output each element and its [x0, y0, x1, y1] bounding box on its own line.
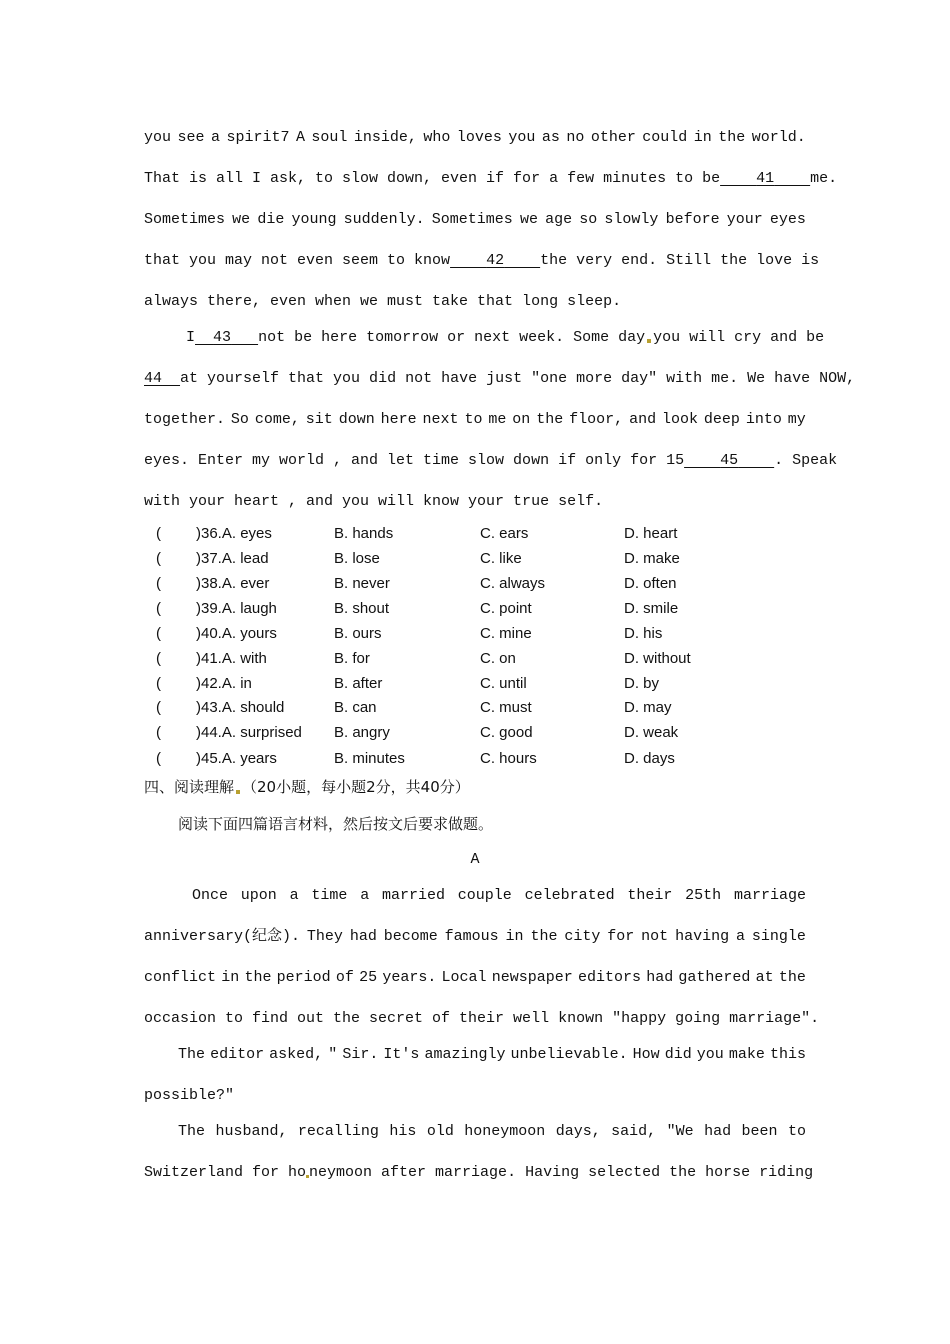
- word: inside,: [353, 129, 417, 146]
- word: of: [335, 969, 354, 986]
- passage-a-line-5: [178, 1045, 806, 1065]
- word: slowly: [604, 211, 659, 228]
- blank-number: 41: [756, 170, 775, 187]
- blank-number: 45: [720, 452, 739, 469]
- question-42: [196, 674, 252, 694]
- word: no: [566, 129, 585, 146]
- word: editors: [577, 969, 641, 986]
- option-c: C. ears: [480, 525, 529, 542]
- option-c: C. on: [480, 650, 516, 667]
- question-number: )36.: [196, 525, 222, 542]
- word: you: [696, 1046, 724, 1063]
- word: together.: [144, 411, 226, 428]
- answer-paren[interactable]: (: [156, 675, 161, 692]
- word: a: [210, 129, 220, 146]
- word: this: [769, 1046, 806, 1063]
- word: here: [380, 411, 417, 428]
- blank-number: 43: [213, 329, 232, 346]
- word: come,: [254, 411, 300, 428]
- blank-45: [684, 451, 774, 471]
- word: anniversary(纪念).: [144, 928, 301, 945]
- word: who: [423, 129, 451, 146]
- option-b: B. can: [334, 699, 377, 716]
- text-line: always there, even when we must take that long sleep.: [144, 293, 622, 310]
- word: said,: [611, 1123, 657, 1140]
- word: see: [177, 129, 205, 146]
- text-line: . Speak: [774, 452, 838, 469]
- option-d: D. heart: [624, 525, 678, 542]
- option-d: D. days: [624, 750, 675, 767]
- text-line: that you may not even seem to know: [144, 252, 451, 269]
- word: "We: [666, 1123, 694, 1140]
- word: could: [642, 129, 688, 146]
- cloze-line-8: [144, 410, 806, 430]
- question-number: )40.: [196, 625, 222, 642]
- text-line: not be here tomorrow or next week. Some day: [258, 329, 646, 346]
- text-line: possible?": [144, 1087, 235, 1104]
- word: before: [665, 211, 720, 228]
- text-line: you will cry and be: [653, 329, 825, 346]
- passage-a-line-2: [144, 927, 806, 947]
- option-a: A. ever: [221, 575, 270, 592]
- option-a: A. in: [221, 675, 252, 692]
- option-b: B. never: [334, 575, 390, 592]
- word: time: [311, 887, 348, 904]
- question-number: )45.: [196, 750, 222, 767]
- blank-number: 42: [486, 252, 505, 269]
- option-a: A. lead: [221, 550, 269, 567]
- option-d: D. make: [624, 550, 680, 567]
- word: eyes: [769, 211, 806, 228]
- option-a: A. yours: [221, 625, 277, 642]
- word: had: [704, 1123, 732, 1140]
- option-c: C. mine: [480, 625, 532, 642]
- word: next: [422, 411, 459, 428]
- word: as: [541, 129, 560, 146]
- option-c: C. point: [480, 600, 532, 617]
- question-38: [196, 574, 269, 594]
- blank-number: 44: [144, 370, 163, 387]
- text-line: the very end. Still the love is: [540, 252, 820, 269]
- option-d: D. without: [624, 650, 691, 667]
- option-b: B. lose: [334, 550, 380, 567]
- word: world.: [751, 129, 806, 146]
- word: other: [590, 129, 636, 146]
- answer-paren[interactable]: (: [156, 724, 161, 741]
- passage-a-line-3: [144, 968, 806, 988]
- word: your: [726, 211, 763, 228]
- question-number: )44.: [196, 724, 222, 741]
- word: single: [751, 928, 806, 945]
- passage-a-line-4: [144, 1009, 820, 1029]
- word: How: [632, 1046, 660, 1063]
- word: suddenly.: [343, 211, 425, 228]
- word: we: [519, 211, 538, 228]
- word: their: [627, 887, 673, 904]
- word: editor: [210, 1046, 265, 1063]
- word: years.: [382, 969, 437, 986]
- passage-a-line-7: [178, 1122, 806, 1142]
- question-44: [196, 723, 302, 743]
- word: the: [244, 969, 272, 986]
- word: asked,: [269, 1046, 324, 1063]
- option-b: B. angry: [334, 724, 390, 741]
- word: been: [741, 1123, 778, 1140]
- word: a: [735, 928, 745, 945]
- section-instruction: 阅读下面四篇语言材料，然后按文后要求做题。: [178, 815, 494, 833]
- option-b: B. minutes: [334, 750, 405, 767]
- word: a: [289, 887, 299, 904]
- passage-a-line-1: [192, 886, 806, 906]
- answer-paren[interactable]: (: [156, 750, 161, 767]
- word: in: [221, 969, 240, 986]
- text-line: neymoon after marriage. Having selected the horse riding: [309, 1164, 814, 1181]
- word: ": [328, 1046, 338, 1063]
- option-b: B. after: [334, 675, 383, 692]
- option-d: D. by: [624, 675, 660, 692]
- word: me: [488, 411, 507, 428]
- word: we: [232, 211, 251, 228]
- word: floor,: [569, 411, 624, 428]
- answer-paren[interactable]: (: [156, 699, 161, 716]
- option-d: D. weak: [624, 724, 679, 741]
- word: having: [675, 928, 730, 945]
- option-a: A. surprised: [221, 724, 302, 741]
- option-c: C. good: [480, 724, 533, 741]
- text-line: eyes. Enter my world , and let time slow down if only for 15: [144, 452, 685, 469]
- option-b: B. for: [334, 650, 370, 667]
- word: the: [530, 928, 558, 945]
- option-c: C. must: [480, 699, 532, 716]
- word: The: [178, 1046, 206, 1063]
- word: and: [629, 411, 657, 428]
- question-number: )43.: [196, 699, 222, 716]
- part-label: A: [470, 851, 480, 868]
- word: look: [661, 411, 698, 428]
- option-c: C. until: [480, 675, 527, 692]
- word: city: [564, 928, 601, 945]
- word: newspaper: [491, 969, 573, 986]
- section-heading: [144, 777, 806, 797]
- word: gathered: [678, 969, 751, 986]
- word: a: [360, 887, 370, 904]
- word: to: [787, 1123, 806, 1140]
- text-line: Switzerland for ho: [144, 1164, 307, 1181]
- answer-paren[interactable]: (: [156, 525, 161, 542]
- word: So: [230, 411, 249, 428]
- word: young: [291, 211, 337, 228]
- word: had: [646, 969, 674, 986]
- text-line: with your heart , and you will know your true self.: [144, 493, 604, 510]
- text-line: I: [186, 329, 196, 346]
- word: did: [664, 1046, 692, 1063]
- word: you: [144, 129, 172, 146]
- cloze-line-2: [144, 169, 838, 189]
- passage-a-line-8: [144, 1163, 814, 1183]
- question-45: [196, 749, 277, 769]
- word: die: [257, 211, 285, 228]
- section-note: （20小题，每小题2分，共40分）: [242, 778, 470, 796]
- cloze-line-4: [144, 251, 820, 271]
- word: recalling: [297, 1123, 379, 1140]
- option-a: A. with: [221, 650, 267, 667]
- blank-42: [450, 251, 540, 271]
- word: become: [383, 928, 438, 945]
- question-number: )39.: [196, 600, 222, 617]
- word: soul: [311, 129, 348, 146]
- question-number: )38.: [196, 575, 222, 592]
- word: in: [505, 928, 524, 945]
- word: 25: [359, 969, 378, 986]
- question-number: )37.: [196, 550, 222, 567]
- passage-a-line-6: [144, 1086, 806, 1106]
- question-37: [196, 549, 269, 569]
- word: Sometimes: [144, 211, 226, 228]
- word: deep: [703, 411, 740, 428]
- word: had: [349, 928, 377, 945]
- option-a: A. should: [221, 699, 285, 716]
- word: honeymoon: [464, 1123, 546, 1140]
- cloze-line-3: [144, 210, 806, 230]
- option-d: D. often: [624, 575, 677, 592]
- mark-dot: [236, 790, 240, 794]
- word: not: [641, 928, 669, 945]
- word: the: [536, 411, 564, 428]
- answer-paren[interactable]: (: [156, 625, 161, 642]
- word: famous: [444, 928, 499, 945]
- blank-44: [144, 369, 180, 389]
- word: age: [545, 211, 573, 228]
- word: unbelievable.: [510, 1046, 628, 1063]
- word: 25th: [685, 887, 722, 904]
- question-36: [196, 524, 272, 544]
- text-line: me.: [810, 170, 838, 187]
- word: marriage: [733, 887, 806, 904]
- cloze-line-10: [144, 492, 806, 512]
- question-number: )41.: [196, 650, 222, 667]
- word: down: [338, 411, 375, 428]
- cloze-line-1: [144, 128, 806, 148]
- word: upon: [240, 887, 277, 904]
- option-a: A. eyes: [221, 525, 272, 542]
- answer-paren[interactable]: (: [156, 575, 161, 592]
- option-b: B. hands: [334, 525, 394, 542]
- word: Once: [192, 887, 229, 904]
- option-a: A. laugh: [221, 600, 277, 617]
- word: married: [381, 887, 445, 904]
- question-40: [196, 624, 277, 644]
- option-d: D. may: [624, 699, 672, 716]
- question-39: [196, 599, 277, 619]
- word: The: [178, 1123, 206, 1140]
- word: loves: [456, 129, 502, 146]
- blank-43: [195, 328, 258, 348]
- word: couple: [457, 887, 512, 904]
- word: spirit7: [226, 129, 290, 146]
- option-c: C. like: [480, 550, 522, 567]
- option-d: D. his: [624, 625, 663, 642]
- word: It's: [383, 1046, 420, 1063]
- answer-paren[interactable]: (: [156, 650, 161, 667]
- text-line: That is all I ask, to slow down, even if for a few minutes to be: [144, 170, 721, 187]
- word: you: [508, 129, 536, 146]
- word: celebrated: [524, 887, 615, 904]
- question-43: [196, 698, 284, 718]
- word: into: [745, 411, 782, 428]
- word: Sometimes: [431, 211, 513, 228]
- word: for: [607, 928, 635, 945]
- option-a: A. years: [221, 750, 277, 767]
- word: A: [295, 129, 305, 146]
- word: husband,: [215, 1123, 288, 1140]
- cloze-line-5: [144, 292, 806, 312]
- word: days,: [555, 1123, 601, 1140]
- answer-paren[interactable]: (: [156, 550, 161, 567]
- word: Local: [441, 969, 487, 986]
- word: the: [718, 129, 746, 146]
- cloze-line-7: [144, 369, 856, 389]
- option-c: C. hours: [480, 750, 537, 767]
- word: make: [728, 1046, 765, 1063]
- word: They: [306, 928, 343, 945]
- option-b: B. shout: [334, 600, 390, 617]
- word: to: [464, 411, 483, 428]
- word: so: [579, 211, 598, 228]
- word: period: [276, 969, 331, 986]
- word: old: [426, 1123, 454, 1140]
- word: conflict: [144, 969, 217, 986]
- word: amazingly: [424, 1046, 506, 1063]
- text-line: occasion to find out the secret of their well known "happy going marriage".: [144, 1010, 820, 1027]
- word: Sir.: [342, 1046, 379, 1063]
- answer-paren[interactable]: (: [156, 600, 161, 617]
- word: at: [755, 969, 774, 986]
- mark-dot: [647, 339, 651, 343]
- word: the: [778, 969, 806, 986]
- cloze-line-6: [186, 328, 825, 348]
- option-d: D. smile: [624, 600, 679, 617]
- word: my: [787, 411, 806, 428]
- section-title: 四、阅读理解: [144, 778, 235, 796]
- word: sit: [305, 411, 333, 428]
- cloze-line-9: [144, 451, 838, 471]
- question-number: )42.: [196, 675, 222, 692]
- option-b: B. ours: [334, 625, 382, 642]
- text-line: at yourself that you did not have just "one more day" with me. We have NOW,: [180, 370, 856, 387]
- question-41: [196, 649, 267, 669]
- word: in: [693, 129, 712, 146]
- blank-41: [720, 169, 810, 189]
- word: his: [389, 1123, 417, 1140]
- word: on: [512, 411, 531, 428]
- option-c: C. always: [480, 575, 546, 592]
